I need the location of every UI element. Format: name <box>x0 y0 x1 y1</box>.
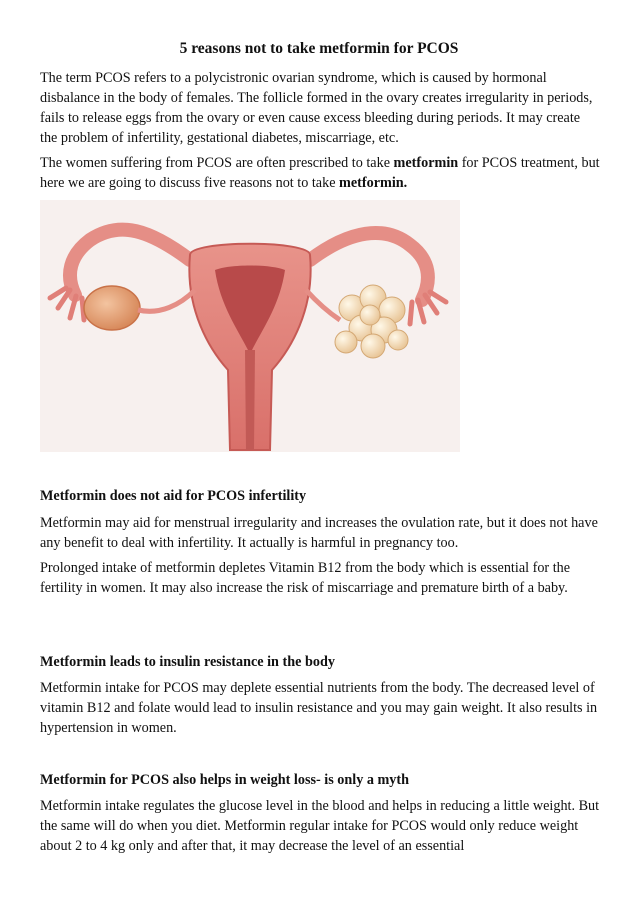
document-title: 5 reasons not to take metformin for PCOS <box>179 40 459 57</box>
uterus-ovaries-illustration <box>40 200 460 452</box>
intro-2-bold-1: metformin <box>393 155 459 171</box>
intro-paragraph-2 <box>40 153 600 193</box>
intro-paragraph-1: The term PCOS refers to a polycistronic ovarian syndrome, which is caused by hormonal disbalance in the body of females. The follicle formed in the ovary creates irregularity in periods, fails to release eggs from the ovary or even cause excess bleeding during periods. It may create the problem of infertility, gestational diabetes, miscarriage, etc. <box>40 70 593 146</box>
intro-2-text-2: for PCOS treatment, but here we are going to discuss five reasons not to take <box>40 155 600 191</box>
section-3-heading: Metformin for PCOS also helps in weight loss- is only a myth <box>40 772 410 788</box>
section-2-paragraph-1: Metformin intake for PCOS may deplete essential nutrients from the body. The decreased level of vitamin B12 and folate would lead to insulin resistance and you may gain weight. It also results in hypertension in women. <box>40 680 598 736</box>
intro-2-bold-2: metformin. <box>339 175 408 191</box>
reproductive-anatomy-image <box>40 200 460 452</box>
intro-2-text-1: The women suffering from PCOS are often prescribed to take <box>40 155 394 171</box>
section-3-paragraph-1: Metformin intake regulates the glucose level in the blood and helps in reducing a little weight. But the same will do when you diet. Metformin regular intake for PCOS would only reduce weight about 2 to 4 kg only and after that, it may decrease the level of an essential <box>40 798 600 854</box>
polycystic-ovary <box>335 285 408 358</box>
section-1-heading: Metformin does not aid for PCOS infertility <box>40 488 307 504</box>
section-1-paragraph-1: Metformin may aid for menstrual irregularity and increases the ovulation rate, but it does not have any benefit to deal with infertility. It actually is harmful in pregnancy too. <box>40 515 598 551</box>
section-1-paragraph-2: Prolonged intake of metformin depletes Vitamin B12 from the body which is essential for the fertility in women. It may also increase the risk of miscarriage and premature birth of a baby. <box>40 560 571 596</box>
section-2-heading: Metformin leads to insulin resistance in the body <box>40 654 335 670</box>
